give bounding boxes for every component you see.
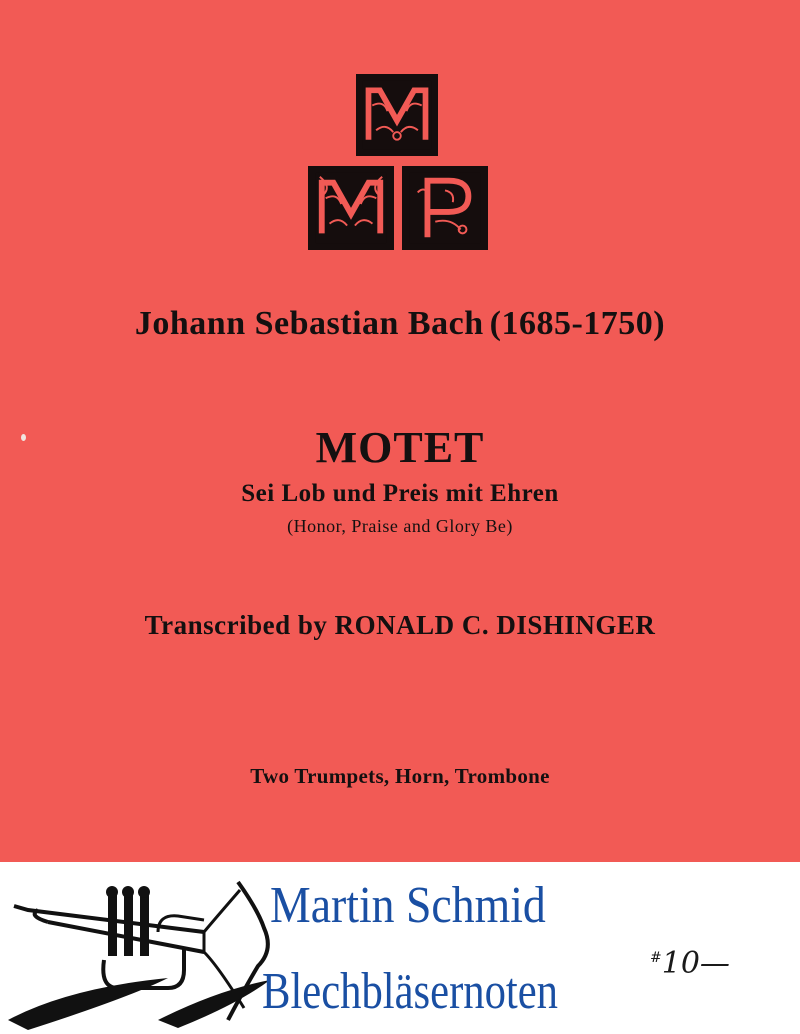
composer-dates: (1685-1750) <box>489 305 666 342</box>
transcriber-credit: Transcribed by RONALD C. DISHINGER <box>144 610 656 640</box>
work-translation: (Honor, Praise and Glory Be) <box>287 516 513 536</box>
composer-line <box>0 305 800 343</box>
work-subtitle: Sei Lob und Preis mit Ehren <box>241 480 559 507</box>
dealer-name: Martin Schmid <box>270 877 546 934</box>
instrumentation: Two Trumpets, Horn, Trombone <box>250 764 550 788</box>
dealer-subtitle: Blechbläsernoten <box>262 963 559 1020</box>
price-value: 10 <box>661 946 700 981</box>
work-title: MOTET <box>315 423 485 472</box>
composer-name: Johann Sebastian Bach <box>134 305 484 342</box>
price-tag: #10— <box>650 946 730 981</box>
monogram-block-bottom-left <box>308 166 394 250</box>
monogram-block-bottom-right <box>402 166 488 250</box>
monogram-block-top <box>356 74 438 156</box>
